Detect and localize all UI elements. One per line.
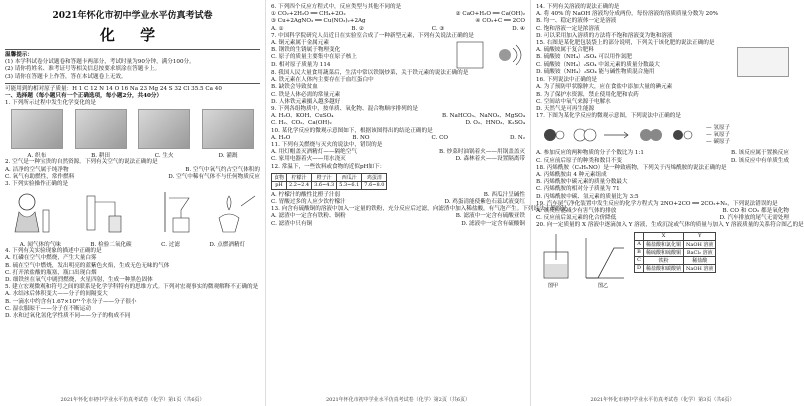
option: D. 该反应中有单质生成 xyxy=(730,157,789,164)
option: C. 硫酸铵（NH₄）₂SO₄ 中氮元素的质量分数最大 xyxy=(536,61,660,68)
option: C. 原子的质量主要集中在原子核上 xyxy=(271,54,357,61)
question-12: 12. 常温下，一些饮料或食物的近似pH如下： xyxy=(271,163,386,170)
option: D. 可以采用加入溶质的方法将不饱和溶液变为饱和溶液 xyxy=(536,32,673,39)
option: A. 洁净的空气属于纯净物 xyxy=(5,166,69,173)
option: B. 为了保护水资源，禁止使用化肥和农药 xyxy=(536,91,639,98)
option: B. 滤液中一定含有硫酸亚铁 xyxy=(455,213,525,220)
option: D. 人体铁元素摄入越多越好 xyxy=(271,98,341,105)
plowing-image xyxy=(75,109,127,149)
option: B. 检验二氧化碳 xyxy=(90,242,132,249)
option: D. ④ xyxy=(512,25,525,32)
beaker-drawing xyxy=(544,234,568,278)
option: C. 过滤 xyxy=(161,242,180,249)
option: A. 闻气体的气味 xyxy=(19,242,61,249)
option: B. 空气中氧气约占空气体积的 xyxy=(185,166,260,173)
question-8: 8. 我国人民大量食用蔬菜后，生活中常以铁锅炒菜，关于铁元素的说法正确的是 xyxy=(271,70,469,77)
reactant-molecules xyxy=(544,129,596,141)
table-row xyxy=(635,256,716,264)
table-cell: A xyxy=(635,240,644,248)
option: D. 滤液中一定含有硫酸铜 xyxy=(461,220,525,227)
question-19: 19. 汽车尾气净化装置中发生反应的化学方程式为 2NO+2CO ══ 2CO₂+N₂，下列说法错误的是 xyxy=(536,200,778,207)
table-cell: 5.3~6.1 xyxy=(337,181,362,189)
table-cell: 鸡蛋清 xyxy=(362,173,387,181)
option: A. 将 40% 的 NaOH 溶液均分成两份，每份溶液的溶质质量分数为 20% xyxy=(536,11,719,18)
table-cell: 西瓜汁 xyxy=(337,173,362,181)
weaving-image xyxy=(11,109,63,149)
option: C. 打开浓盐酸的瓶塞，瓶口出现白烟 xyxy=(5,269,97,276)
atomic-masses: 可能用到的相对原子质量：H 1 C 12 N 14 O 16 Na 23 Mg 24 S 32 Cl 35.5 Ca 40 xyxy=(5,85,222,92)
product-molecules xyxy=(640,129,692,141)
ph-table xyxy=(271,173,387,190)
table-cell: 食物 xyxy=(272,173,287,181)
option: B. 硫酸铵（NH₄）₂SO₄ 可以用作氮肥 xyxy=(536,54,632,61)
page-1 xyxy=(0,0,265,406)
notice-title: 温馨提示： xyxy=(5,52,33,58)
table-cell: 铁粉 xyxy=(644,256,684,264)
fertilizer-label-image xyxy=(737,47,789,77)
option: B. ② xyxy=(351,25,365,32)
option: A. 红磷在空气中燃烧，产生大量白雾 xyxy=(5,255,97,262)
question-4: 4. 下列有关实验现象的描述中正确的是 xyxy=(5,248,102,255)
question-18: 18. 丙烯酰胺（C₃H₅NO）是一种致癌物，下列关于丙烯酰胺的说法正确的是 xyxy=(536,164,727,171)
equation: ② CaO+H₂O ══ Ca(OH)₂ xyxy=(455,11,525,18)
question-17: 17. 下图为某化学反应的微观示意图，下列说法中正确的是 xyxy=(536,113,681,120)
page-footer: 2021年怀化市初中学业水平仿真考试卷（化学）第3页（共6页） xyxy=(590,397,735,403)
alcohol-lamp-drawing xyxy=(219,196,255,232)
figure-label: 图甲 xyxy=(548,282,559,289)
option: C. 丙烯酰胺的相对分子质量为 71 xyxy=(536,186,620,193)
molecule-diagram xyxy=(536,120,706,150)
table-row xyxy=(272,173,387,181)
option: B. NaHCO₃、NaNO₃、MgSO₄ xyxy=(442,113,525,120)
table-row xyxy=(635,240,716,248)
option: A. 水结冰后体积变大——分子的间隔变大 xyxy=(5,291,108,298)
option: C. CO xyxy=(431,134,448,141)
option: D. 水和过氧化氢化学性质不同——分子的构成不同 xyxy=(5,313,131,320)
table-cell: NaOH 溶液 xyxy=(684,240,716,248)
question-1: 1. 下列所示过程中发生化学变化的是 xyxy=(5,100,97,107)
irrigation-image xyxy=(202,109,254,149)
table-cell: pH xyxy=(272,181,287,189)
option: A. ① xyxy=(271,25,284,32)
table-row xyxy=(635,232,716,240)
option: C. 胃酸过多的人应少饮柠檬汁 xyxy=(271,199,346,206)
table-cell: 稀盐酸和碳酸钠 xyxy=(644,264,684,272)
option: A. H₂O xyxy=(271,134,291,141)
option: A. H₂O、KOH、CuSO₄ xyxy=(271,113,334,120)
table-cell: 稀盐酸和氯化铜 xyxy=(644,240,684,248)
option: C. 生火 xyxy=(154,153,174,160)
table-cell: 柠檬汁 xyxy=(287,173,312,181)
subject-title: 化 学 xyxy=(99,26,166,44)
table-cell xyxy=(635,232,644,240)
graph-drawing xyxy=(586,238,624,278)
fire-image xyxy=(138,109,190,149)
option: D. 灌溉 xyxy=(218,153,238,160)
option: B. CO 和 CO₂ 都是氧化物 xyxy=(722,208,789,215)
option: D. 空气中稀有气体不与任何物质反应 xyxy=(168,173,260,180)
option: B. 硫在空气中燃烧，发出明亮的蓝紫色火焰，生成无色无味的气体 xyxy=(5,262,170,269)
equation: ③ Cu+2AgNO₃ ══ Cu(NO₃)₂+2Ag xyxy=(271,18,366,25)
option: A. 用灯帽盖灭酒精灯——隔绝空气 xyxy=(271,149,357,156)
option: D. 硫酸铵（NH₄）₂SO₄ 能与碱性物质混合施用 xyxy=(536,68,655,75)
co2-test-drawing xyxy=(87,196,121,232)
q1-images xyxy=(5,109,260,149)
figure-label: 图乙 xyxy=(598,282,609,289)
option: B. 炒菜时油锅着火——用锅盖盖灭 xyxy=(439,149,525,156)
option: D. 相对原子质量为 114 xyxy=(271,61,331,68)
smell-gas-drawing xyxy=(15,194,49,232)
table-cell: D xyxy=(635,264,644,272)
table-cell: 7.6~8.0 xyxy=(362,181,387,189)
table-row xyxy=(635,264,716,272)
option: C. 滤渣中只有铜 xyxy=(271,220,313,227)
option: C. 湿衣服晾干——分子在不断运动 xyxy=(5,305,91,312)
option: B. 缺铁会导致贫血 xyxy=(271,84,318,91)
equation: ④ CO₂+C ══ 2CO xyxy=(475,18,525,25)
notice-box xyxy=(5,49,260,84)
option: B. NO xyxy=(352,134,370,141)
table-cell: 橙子汁 xyxy=(312,173,337,181)
option: A. 丙烯酰胺由 4 种元素组成 xyxy=(536,172,607,179)
option: C. 饱和溶液一定是浓溶液 xyxy=(536,25,600,32)
question-15: 15. 右图是某化肥包装袋上的部分说明，下列关于该化肥的说法正确的是 xyxy=(536,40,715,47)
question-10: 10. 某化学反应的微观示意图如下，根据该图得出的结论正确的是 xyxy=(271,127,433,134)
question-9: 9. 下列各组物质中，按单质、氧化物、混合物顺序排列的是 xyxy=(271,106,418,113)
option: D. 细铁丝在氧气中剧烈燃烧，火星四射，生成一种黑色固体 xyxy=(5,277,153,284)
option: C. 反应前后氮元素的化合价降低 xyxy=(536,215,617,222)
option: B. 一滴水中约含有1.67×10²¹个水分子——分子很小 xyxy=(5,298,137,305)
option: D. 点燃酒精灯 xyxy=(209,242,246,249)
option: D. 森林着火——设置隔离带 xyxy=(455,156,525,163)
table-cell: C xyxy=(635,256,644,264)
option: C. 铁是人体必需的常量元素 xyxy=(271,91,341,98)
page-3 xyxy=(530,0,804,406)
option: A. 该反应能减少有害气体的排放 xyxy=(536,208,617,215)
option: A. 参加反应的两种物质的分子个数比为 1:1 xyxy=(536,150,644,157)
option: C. 反应前后原子的种类和数目不变 xyxy=(536,157,622,164)
section-heading: 一、选择题（每小题只有一个正确选项，每小题2分，共40分） xyxy=(5,93,163,100)
table-cell: Y xyxy=(684,232,716,240)
option: A. 铁元素在人体内主要存在于血红蛋白中 xyxy=(271,77,374,84)
question-6: 6. 下列四个反应方程式中，反应类型与其他不同的是 xyxy=(271,4,402,10)
page-footer: 2021年怀化市初中学业水平仿真考试卷（化学）第1页（共6页） xyxy=(60,397,205,403)
option: D. 鸡蛋清能使紫色石蕊试液变红 xyxy=(444,199,525,206)
question-3: 3. 下列实验操作正确的是 xyxy=(5,181,69,188)
legend-item: — 氧原子 xyxy=(706,131,731,138)
option: B. 均一、稳定的液体一定是溶液 xyxy=(536,18,617,25)
question-14: 14. 下列有关溶液的说法正确的是 xyxy=(536,4,620,10)
exam-title: 2021年怀化市初中学业水平仿真考试卷 xyxy=(52,11,213,21)
question-5: 5. 建立宏观微观和符号之间的联系是化学学科特有的思维方式。下列对宏观事实的微观解释不正确的是 xyxy=(5,284,259,291)
table-cell: NaOH 溶液 xyxy=(684,264,716,272)
experiment-figures xyxy=(536,230,628,290)
notice-line: (2) 请你将姓名、准考证号等相关信息按要求填涂在答题卡上。 xyxy=(5,66,161,73)
table-cell: 3.6~4.3 xyxy=(312,181,337,189)
lab-operations-figure xyxy=(5,188,260,236)
table-cell: 稀盐酸 xyxy=(684,256,716,264)
notice-line: (1) 本学科试卷分试题卷和答题卡两部分，考试时量为90分钟，满分100分。 xyxy=(5,59,195,66)
option: C. 家用电器着火——用水浇灭 xyxy=(271,156,346,163)
question-13: 13. 向含有硫酸铜的溶液中加入一定量的铁粉，充分反应后过滤，向滤渣中加入稀盐酸，有气泡产生。下列说法正确的是 xyxy=(271,206,567,213)
option: A. 为了预防甲状腺肿大，应在食盐中添加大量的碘元素 xyxy=(536,84,673,91)
option: B. 西瓜汁呈碱性 xyxy=(483,191,525,198)
option: D. 丙烯酰胺中碳、氢元素的质量比为 3:5 xyxy=(536,193,639,200)
page-footer: 2021年怀化市初中学业水平仿真考试卷（化学）第2页（共6页） xyxy=(325,397,471,403)
notice-line: (3) 请你在答题卡上作答，答在本试题卷上无效。 xyxy=(5,73,127,80)
question-20: 20. 向一定质量的 X 溶液中逐滴加入 Y 溶液，生成沉淀或气体的质量与加入 Y 溶液质量的关系符合图乙的是 xyxy=(536,222,804,229)
legend-item: — 碳原子 xyxy=(706,139,731,146)
option: C. 空间站中氧气来源于电解水 xyxy=(536,98,611,105)
question-2: 2. 空气是一种宝贵的自然资源。下列有关空气的说法正确的是 xyxy=(5,159,158,166)
option: B. 该反应属于置换反应 xyxy=(730,150,789,157)
question-16: 16. 下列说法中正确的是 xyxy=(536,77,598,84)
element-figure xyxy=(455,40,525,70)
option: D. O₂、HNO₃、K₂SO₄ xyxy=(465,120,525,127)
question-7: 7. 中国科学院研究人员近日在实验室合成了一种新型元素，下列有关说法正确的是 xyxy=(271,32,474,39)
table-cell: 2.2~2.4 xyxy=(287,181,312,189)
option: B. 丙烯酰胺中碳元素的质量分数最大 xyxy=(536,179,628,186)
option: D. 汽车排放的尾气无需处理 xyxy=(719,215,789,222)
option: A. 铜元素属于金属元素 xyxy=(271,40,329,47)
option: A. 硫酸铵属于复合肥料 xyxy=(536,47,594,54)
option: C. H₂、CO₂、Ca(OH)₂ xyxy=(271,120,332,127)
table-cell: X xyxy=(644,232,684,240)
option: D. 天然气是可再生能源 xyxy=(536,106,595,113)
legend-item: — 氢原子 xyxy=(706,124,731,131)
q20-table xyxy=(634,232,716,273)
filtration-drawing xyxy=(165,192,189,232)
table-row xyxy=(635,248,716,256)
option: C. ③ xyxy=(431,25,445,32)
table-row xyxy=(272,181,387,189)
table-cell: 稀硫酸和硫酸铜 xyxy=(644,248,684,256)
option: B. 钢铁的生锈属于物理变化 xyxy=(271,47,341,54)
option: A. 柠檬汁的酸性比橙子汁弱 xyxy=(271,191,341,198)
table-cell: B xyxy=(635,248,644,256)
option: B. 耕田 xyxy=(91,153,110,160)
question-11: 11. 下列有关燃烧与灭火的说法中，错误的是 xyxy=(271,142,383,149)
option: D. N₂ xyxy=(509,134,525,141)
table-cell: BaCl₂ 溶液 xyxy=(684,248,716,256)
option: A. 滤渣中一定含有铁粉、铜粉 xyxy=(271,213,346,220)
option: C. 氧气有助燃性，常作燃料 xyxy=(5,173,75,180)
option: A. 织布 xyxy=(27,153,47,160)
equation: ① CO₂+2H₂O ══ CH₄+2O₂ xyxy=(271,11,346,18)
